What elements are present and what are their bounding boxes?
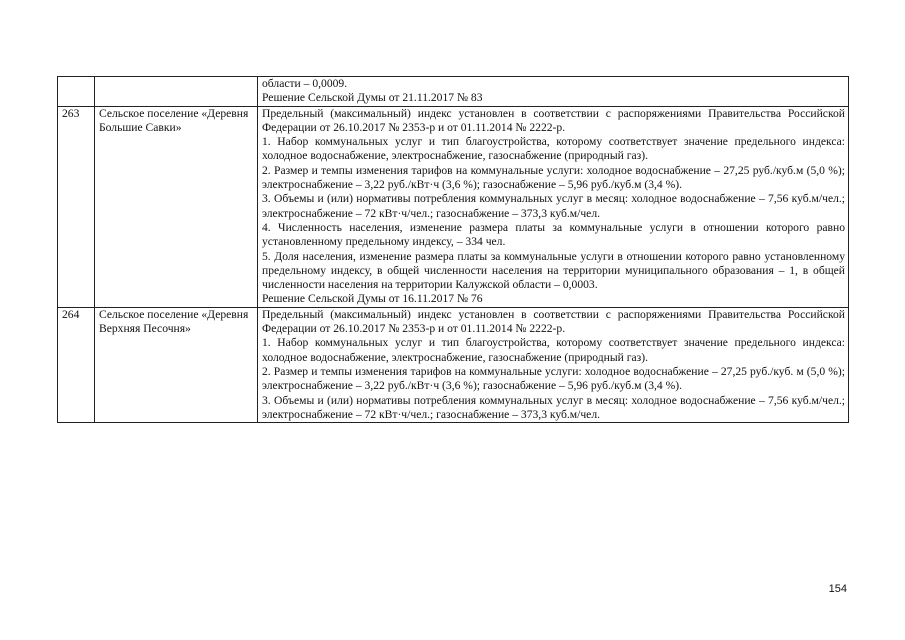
details-cell	[258, 307, 849, 422]
details-line: области – 0,0009.	[262, 77, 348, 90]
row-number-cell: 263	[58, 106, 95, 307]
consumption-paragraph: 3. Объемы и (или) нормативы потребления коммунальных услуг в месяц: холодное водоснабжение – 7,56 куб.м/чел.; электроснабжение – 72 кВт·ч/чел.; газоснабжение – 373,3 куб.м/чел.	[262, 192, 845, 220]
tariffs-paragraph: 2. Размер и темпы изменения тарифов на коммунальные услуги: холодное водоснабжение – 27,25 руб./куб.м (5,0 %); электроснабжение – 3,22 руб./кВт·ч (3,6 %); газоснабжение – 5,96 руб./куб.м (3,4 %).	[262, 163, 845, 192]
services-paragraph: 1. Набор коммунальных услуг и тип благоустройства, которому соответствует значение предельного индекса: холодное водоснабжение, электроснабжение, газоснабжение (природный газ).	[262, 336, 845, 364]
consumption-paragraph: 3. Объемы и (или) нормативы потребления коммунальных услуг в месяц: холодное водоснабжение – 7,56 куб.м/чел.; электроснабжение – 72 кВт·ч/чел.; газоснабжение – 373,3 куб.м/чел.	[262, 393, 845, 421]
population-share-paragraph: 5. Доля населения, изменение размера платы за коммунальные услуги в отношении которого равно установленному предельному индексу, в общей численности населения на территории муниципального образования – 1, в общей численности населения на территории Калужской области – 0,0003.	[262, 249, 845, 292]
table-row	[58, 307, 849, 422]
settlement-name-cell: Сельское поселение «Деревня Большие Савки»	[95, 106, 258, 307]
settlement-name-cell: Сельское поселение «Деревня Верхняя Песочня»	[95, 307, 258, 422]
decision-line: Решение Сельской Думы от 21.11.2017 № 83	[262, 91, 483, 105]
details-cell	[258, 77, 849, 107]
population-paragraph: 4. Численность населения, изменение размера платы за коммунальные услуги в отношении которого равно установленному предельному индексу, – 334 чел.	[262, 220, 845, 249]
settlement-name-cell	[95, 77, 258, 107]
row-number-cell	[58, 77, 95, 107]
document-table	[57, 76, 849, 423]
index-basis-paragraph: Предельный (максимальный) индекс установлен в соответствии с распоряжениями Правительства Российской Федерации от 26.10.2017 № 2353-р и от 01.11.2014 № 2222-р.	[262, 106, 845, 134]
tariffs-paragraph: 2. Размер и темпы изменения тарифов на коммунальные услуги: холодное водоснабжение – 27,25 руб./куб. м (5,0 %); электроснабжение – 3,22 руб./кВт·ч (3,6 %); газоснабжение – 5,96 руб./куб.м (3,4 %).	[262, 364, 845, 393]
row-number-cell: 264	[58, 307, 95, 422]
services-paragraph: 1. Набор коммунальных услуг и тип благоустройства, которому соответствует значение предельного индекса: холодное водоснабжение, электроснабжение, газоснабжение (природный газ).	[262, 135, 845, 163]
index-basis-paragraph: Предельный (максимальный) индекс установлен в соответствии с распоряжениями Правительства Российской Федерации от 26.10.2017 № 2353-р и от 01.11.2014 № 2222-р.	[262, 307, 845, 336]
page-number: 154	[828, 583, 847, 595]
table-row	[58, 106, 849, 307]
details-cell	[258, 106, 849, 307]
table-row-continued	[58, 77, 849, 107]
decision-line: Решение Сельской Думы от 16.11.2017 № 76	[262, 292, 483, 306]
